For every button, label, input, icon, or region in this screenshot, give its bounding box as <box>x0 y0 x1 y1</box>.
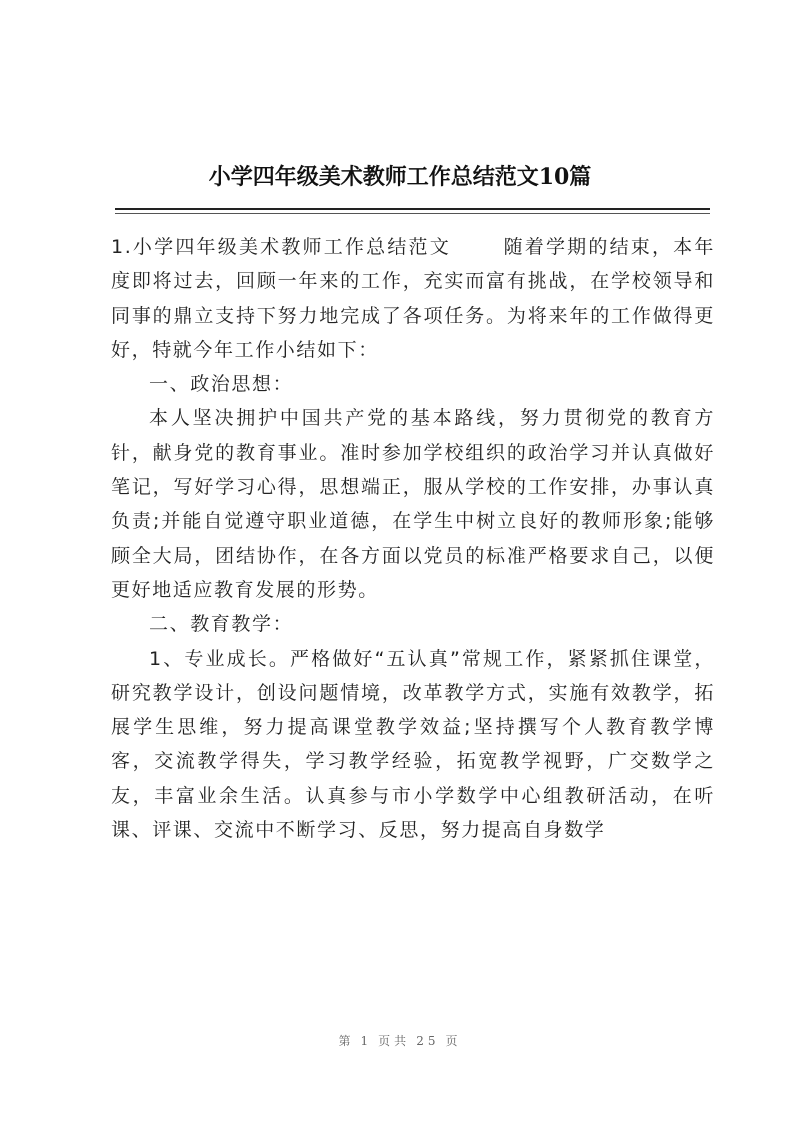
footer-total-pages: 25 <box>416 1034 440 1048</box>
title-rule-thin <box>115 213 710 214</box>
intro-lead: 1.小学四年级美术教师工作总结范文 <box>111 236 451 258</box>
page-footer <box>0 1032 800 1049</box>
document-body <box>111 230 715 847</box>
footer-middle: 页共 <box>378 1034 411 1048</box>
title-rule-thick <box>115 208 710 210</box>
section-heading-politics: 一、政治思想： <box>149 373 294 396</box>
paragraph-intro <box>111 230 715 367</box>
paragraph-politics: 本人坚决拥护中国共产党的基本路线，努力贯彻党的教育方针，献身党的教育事业。准时参加学校组织的政治学习并认真做好笔记，写好学习心得，思想端正，服从学校的工作安排，办事认真负责;并能自觉遵守职业道德，在学生中树立良好的教师形象;能够顾全大局，团结协作，在各方面以党员的标准严格要求自己，以便更好地适应教育发展的形势。 <box>111 407 715 601</box>
footer-current-page: 1 <box>360 1034 373 1048</box>
intro-rest: 随着学期的结束，本年度即将过去，回顾一年来的工作，充实而富有挑战，在学校领导和同事的鼎立支持下努力地完成了各项任务。为将来年的工作做得更好，特就今年工作小结如下： <box>111 236 715 361</box>
paragraph-teaching: 1、专业成长。严格做好“五认真”常规工作，紧紧抓住课堂，研究教学设计，创设问题情境，改革教学方式，实施有效教学，拓展学生思维，努力提高课堂教学效益;坚持撰写个人教育教学博客，交流教学得失，学习教学经验，拓宽教学视野，广交数学之友，丰富业余生活。认真参与市小学数学中心组教研活动，在听课、评课、交流中不断学习、反思，努力提高自身数学 <box>111 647 715 842</box>
footer-suffix: 页 <box>445 1034 462 1048</box>
document-title: 小学四年级美术教师工作总结范文10篇 <box>208 164 592 190</box>
section-heading-teaching: 二、教育教学： <box>149 613 294 636</box>
footer-prefix: 第 <box>338 1034 355 1048</box>
